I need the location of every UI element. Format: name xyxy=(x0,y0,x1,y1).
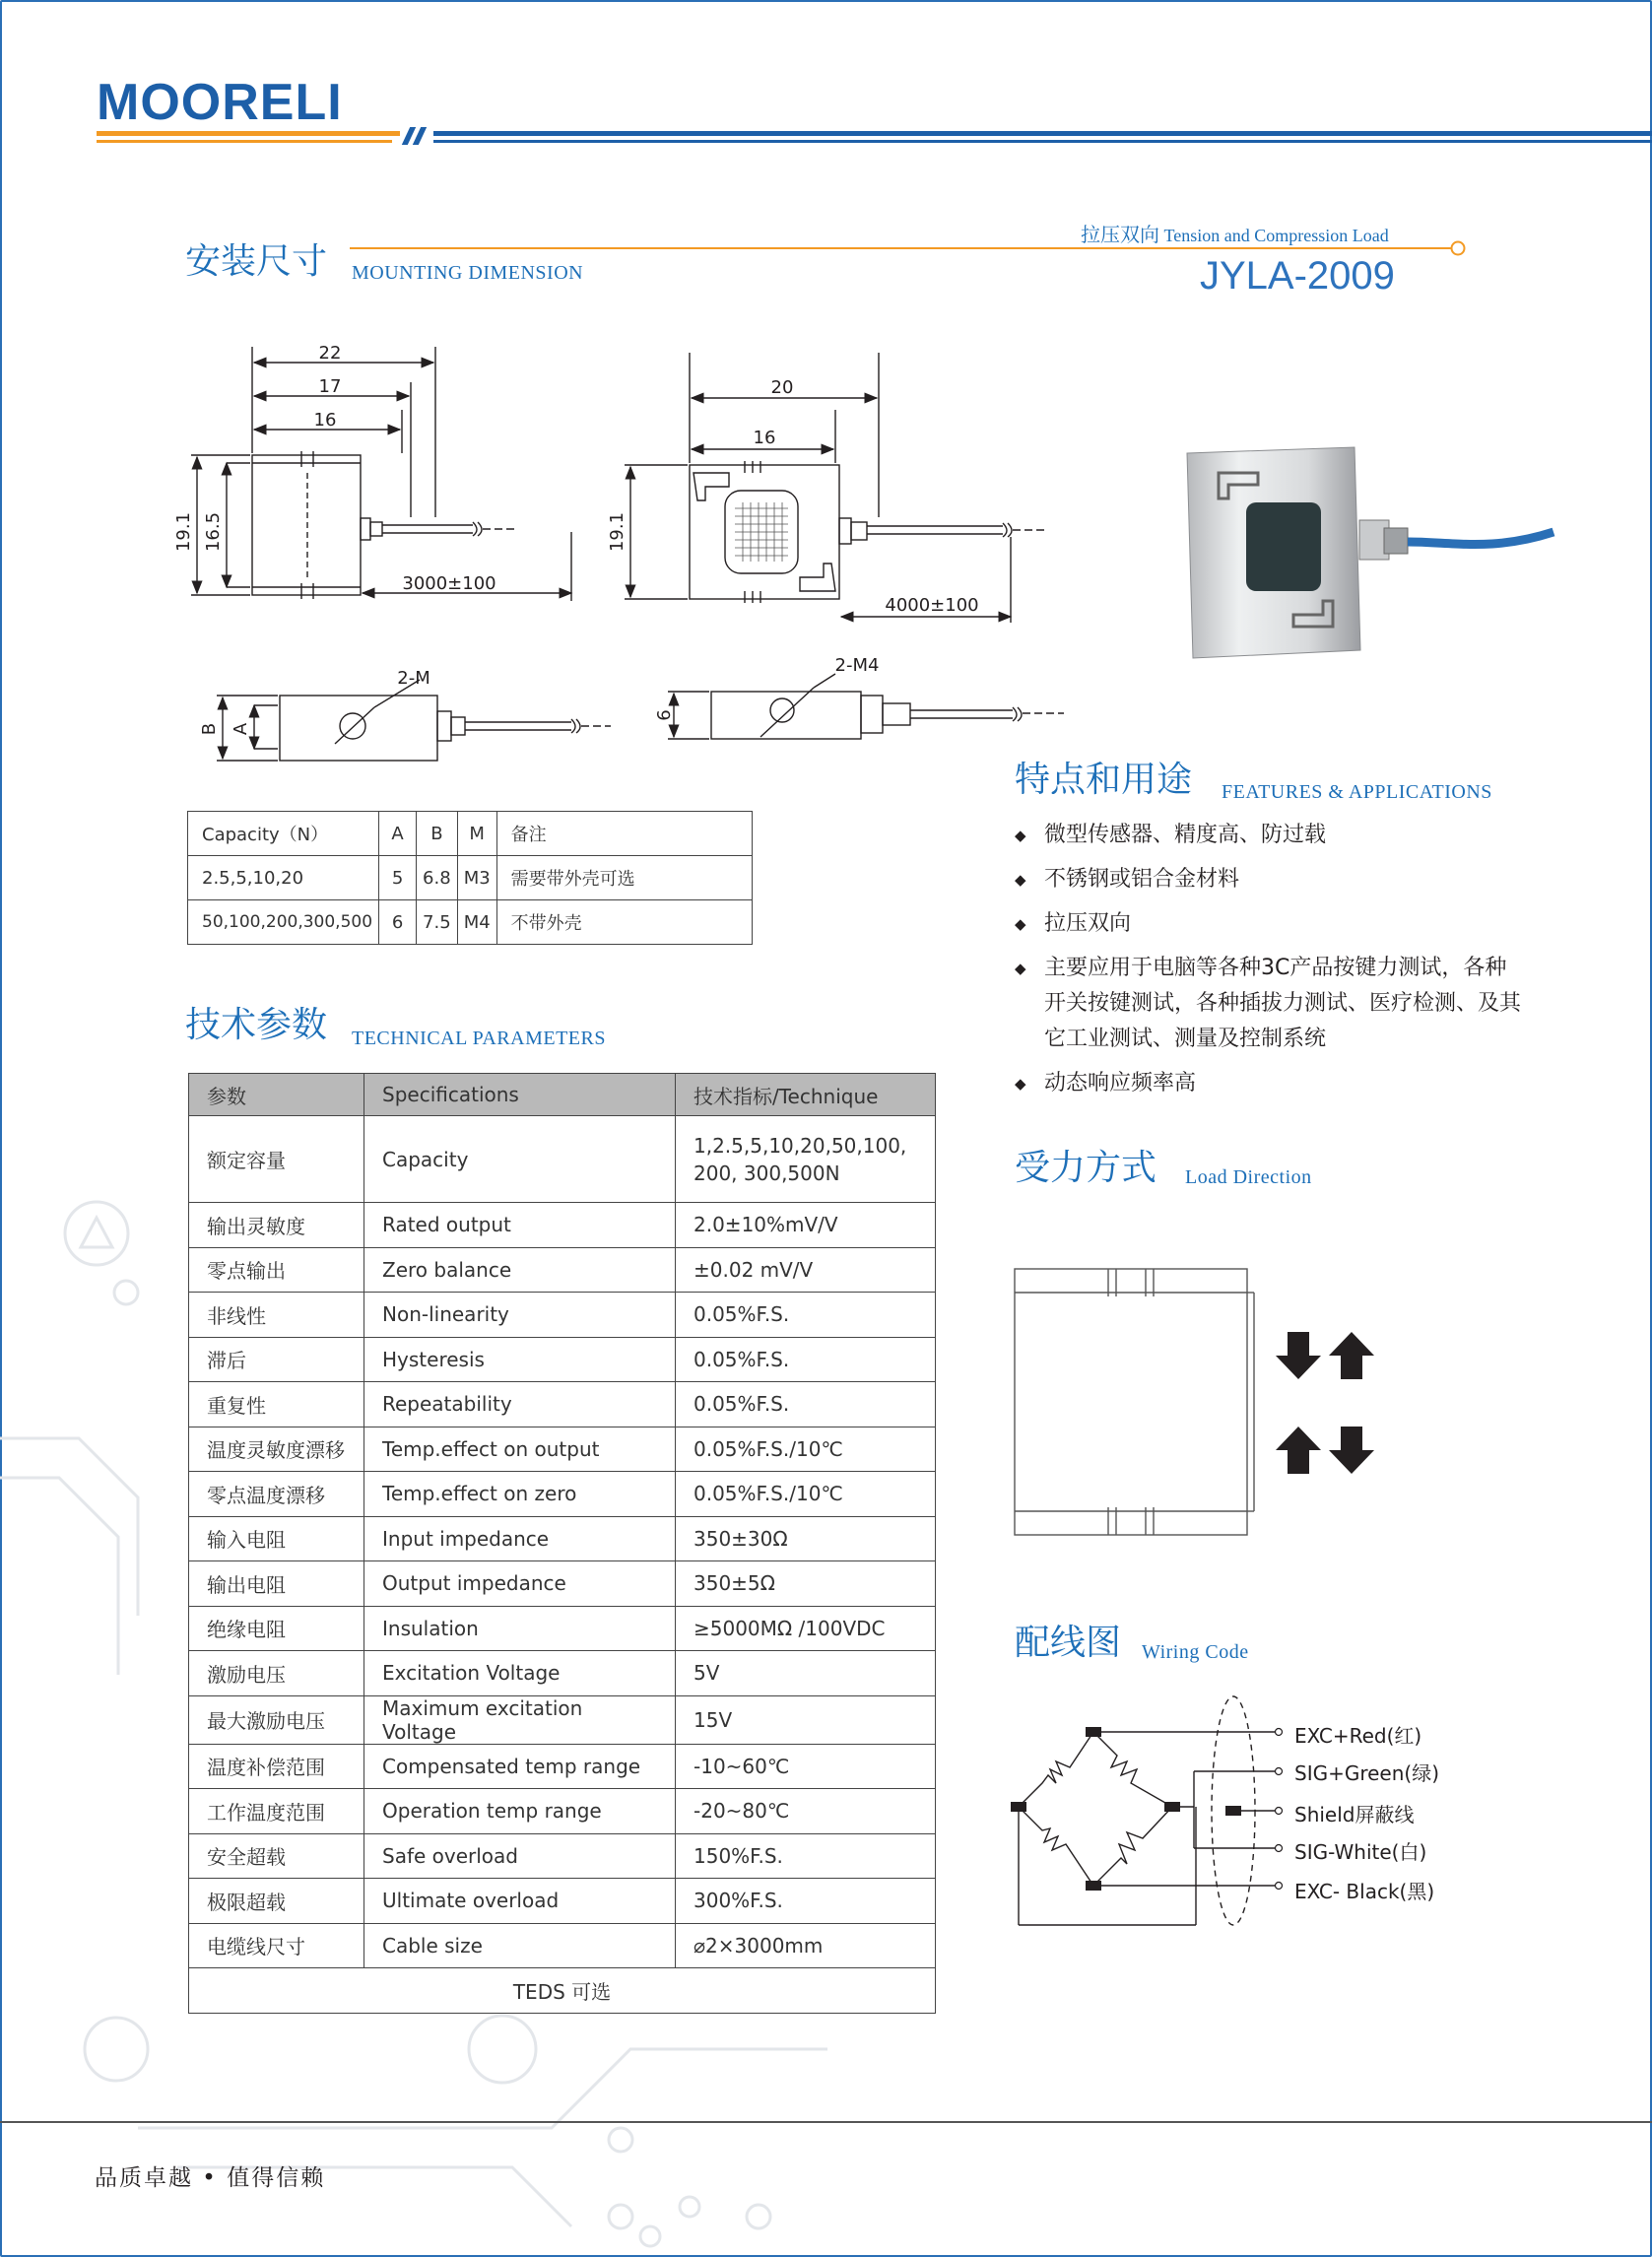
param-spec: Temp.effect on output xyxy=(364,1427,676,1472)
footer-slogan: 品质卓越 • 值得信赖 xyxy=(95,2165,326,2191)
param-spec: Operation temp range xyxy=(364,1789,676,1834)
param-spec: Repeatability xyxy=(364,1382,676,1427)
table-row xyxy=(188,856,753,900)
dim-4000: 4000±100 xyxy=(885,595,979,616)
load-direction-title-en: Load Direction xyxy=(1185,1166,1312,1188)
cap-header: B xyxy=(417,812,458,856)
dim-16: 16 xyxy=(313,410,337,431)
param-spec: Capacity xyxy=(364,1116,676,1203)
wiring-title-en: Wiring Code xyxy=(1142,1641,1249,1663)
header-rule-blue xyxy=(433,131,1652,136)
teds-note: TEDS 可选 xyxy=(189,1968,936,2014)
capacity-table xyxy=(187,811,753,945)
param-value: 15V xyxy=(676,1695,936,1744)
param-cn: 最大激励电压 xyxy=(189,1695,364,1744)
cap-cell: 7.5 xyxy=(417,900,458,945)
footer-rule xyxy=(0,2121,1652,2123)
features-list xyxy=(1015,818,1566,1110)
param-value: 2.0±10%mV/V xyxy=(676,1203,936,1248)
param-value: 5V xyxy=(676,1651,936,1696)
param-cn: 输出灵敏度 xyxy=(189,1203,364,1248)
technical-title-en: TECHNICAL PARAMETERS xyxy=(352,1028,606,1049)
header-rule-orange-thin xyxy=(97,140,392,143)
param-cn: 额定容量 xyxy=(189,1116,364,1203)
dim-b: B xyxy=(199,722,220,736)
cap-cell: 6.8 xyxy=(417,856,458,900)
cap-cell: 2.5,5,10,20 xyxy=(188,856,379,900)
dim-6: 6 xyxy=(654,709,675,721)
wiring-title-cn: 配线图 xyxy=(1015,1623,1122,1663)
dim-22: 22 xyxy=(318,343,342,364)
param-value: ≥5000MΩ /100VDC xyxy=(676,1606,936,1651)
param-value: 300%F.S. xyxy=(676,1879,936,1924)
arrow-down-icon xyxy=(1329,1427,1374,1474)
param-cn: 安全超载 xyxy=(189,1833,364,1879)
param-value: ±0.02 mV/V xyxy=(676,1247,936,1293)
param-value: -20~80℃ xyxy=(676,1789,936,1834)
arrow-up-icon xyxy=(1276,1427,1321,1474)
load-direction-title-cn: 受力方式 xyxy=(1015,1148,1157,1188)
param-spec: Ultimate overload xyxy=(364,1879,676,1924)
list-item: ◆ 动态响应频率高 xyxy=(1015,1066,1566,1101)
wire-label-sig-minus: SIG-White(白) xyxy=(1294,1840,1427,1864)
param-value: 0.05%F.S./10℃ xyxy=(676,1472,936,1517)
cap-cell: 不带外壳 xyxy=(496,900,752,945)
list-item: ◆ 主要应用于电脑等各种3C产品按键力测试，各种开关按键测试，各种插拔力测试、医疗检测、及其它工业测试、测量及控制系统 xyxy=(1015,951,1527,1057)
param-spec: Maximum excitation Voltage xyxy=(364,1695,676,1744)
cap-cell: 50,100,200,300,500 xyxy=(188,900,379,945)
param-spec: Compensated temp range xyxy=(364,1744,676,1789)
brand-logo: MOORELI xyxy=(97,74,343,131)
background-circuit-decoration xyxy=(0,1143,1084,2257)
dim-2m: 2-M xyxy=(397,668,430,689)
wire-label-shield: Shield屏蔽线 xyxy=(1294,1803,1415,1826)
cap-cell: M3 xyxy=(457,856,496,900)
param-spec: Output impedance xyxy=(364,1561,676,1607)
cap-cell: 需要带外壳可选 xyxy=(496,856,752,900)
param-cn: 输入电阻 xyxy=(189,1516,364,1561)
param-value: 0.05%F.S./10℃ xyxy=(676,1427,936,1472)
mounting-title-cn: 安装尺寸 xyxy=(185,241,328,282)
param-cn: 电缆线尺寸 xyxy=(189,1923,364,1968)
mounting-drawing xyxy=(173,335,1064,749)
features-title-en: FEATURES & APPLICATIONS xyxy=(1222,781,1492,803)
param-cn: 绝缘电阻 xyxy=(189,1606,364,1651)
list-item: ◆ 不锈钢或铝合金材料 xyxy=(1015,862,1566,897)
param-value: 350±5Ω xyxy=(676,1561,936,1607)
dim-2m4: 2-M4 xyxy=(834,655,880,676)
list-item: ◆ 微型传感器、精度高、防过载 xyxy=(1015,818,1566,853)
param-cn: 零点温度漂移 xyxy=(189,1472,364,1517)
param-value: 0.05%F.S. xyxy=(676,1382,936,1427)
param-spec: Rated output xyxy=(364,1203,676,1248)
param-spec: Cable size xyxy=(364,1923,676,1968)
param-spec: Excitation Voltage xyxy=(364,1651,676,1696)
wire-label-sig-plus: SIG+Green(绿) xyxy=(1294,1761,1440,1785)
cap-cell: M4 xyxy=(457,900,496,945)
arrow-up-icon xyxy=(1329,1332,1374,1379)
param-spec: Input impedance xyxy=(364,1516,676,1561)
param-cn: 输出电阻 xyxy=(189,1561,364,1607)
list-item: ◆ 拉压双向 xyxy=(1015,906,1566,942)
param-spec: Insulation xyxy=(364,1606,676,1651)
param-value: 0.05%F.S. xyxy=(676,1337,936,1382)
tech-header: Specifications xyxy=(364,1074,676,1116)
header-rule-orange xyxy=(97,131,400,136)
cap-header: Capacity（N） xyxy=(188,812,379,856)
cap-header: 备注 xyxy=(496,812,752,856)
param-spec: Hysteresis xyxy=(364,1337,676,1382)
param-cn: 重复性 xyxy=(189,1382,364,1427)
param-cn: 激励电压 xyxy=(189,1651,364,1696)
param-value: 0.05%F.S. xyxy=(676,1293,936,1338)
param-cn: 温度补偿范围 xyxy=(189,1744,364,1789)
mounting-title-en: MOUNTING DIMENSION xyxy=(352,262,584,284)
cap-header: M xyxy=(457,812,496,856)
header-rule-blue-thin xyxy=(433,140,1652,143)
cap-cell: 6 xyxy=(379,900,417,945)
param-cn: 温度灵敏度漂移 xyxy=(189,1427,364,1472)
tech-header: 参数 xyxy=(189,1074,364,1116)
cap-header: A xyxy=(379,812,417,856)
param-spec: Temp.effect on zero xyxy=(364,1472,676,1517)
param-spec: Zero balance xyxy=(364,1247,676,1293)
dim-19-1: 19.1 xyxy=(173,511,194,553)
param-value: 150%F.S. xyxy=(676,1833,936,1879)
cap-cell: 5 xyxy=(379,856,417,900)
dim-20: 20 xyxy=(770,377,794,398)
param-value: ⌀2×3000mm xyxy=(676,1923,936,1968)
arrow-down-icon xyxy=(1276,1332,1321,1379)
model-number: JYLA-2009 xyxy=(1200,254,1395,298)
technical-title-cn: 技术参数 xyxy=(185,1005,328,1045)
param-value: 350±30Ω xyxy=(676,1516,936,1561)
tech-header: 技术指标/Technique xyxy=(676,1074,936,1116)
param-cn: 工作温度范围 xyxy=(189,1789,364,1834)
param-cn: 滞后 xyxy=(189,1337,364,1382)
param-value: -10~60℃ xyxy=(676,1744,936,1789)
dim-16-r: 16 xyxy=(753,428,776,448)
param-cn: 极限超载 xyxy=(189,1879,364,1924)
features-title-cn: 特点和用途 xyxy=(1015,760,1193,800)
param-spec: Safe overload xyxy=(364,1833,676,1879)
tension-label: 拉压双向 Tension and Compression Load xyxy=(1081,223,1389,246)
param-cn: 非线性 xyxy=(189,1293,364,1338)
dim-a: A xyxy=(231,722,251,736)
product-image xyxy=(1167,433,1561,670)
header-slash xyxy=(413,127,427,145)
dim-16-5: 16.5 xyxy=(203,511,224,553)
wire-label-exc-plus: EXC+Red(红) xyxy=(1294,1724,1422,1748)
param-cn: 零点输出 xyxy=(189,1247,364,1293)
dim-17: 17 xyxy=(318,376,342,397)
wire-label-exc-minus: EXC- Black(黑) xyxy=(1294,1880,1435,1903)
dim-19-1-r: 19.1 xyxy=(607,511,628,553)
table-row xyxy=(188,900,753,945)
param-value: 1,2.5,5,10,20,50,100, 200, 300,500N xyxy=(676,1116,936,1203)
dim-3000: 3000±100 xyxy=(402,573,496,594)
param-spec: Non-linearity xyxy=(364,1293,676,1338)
